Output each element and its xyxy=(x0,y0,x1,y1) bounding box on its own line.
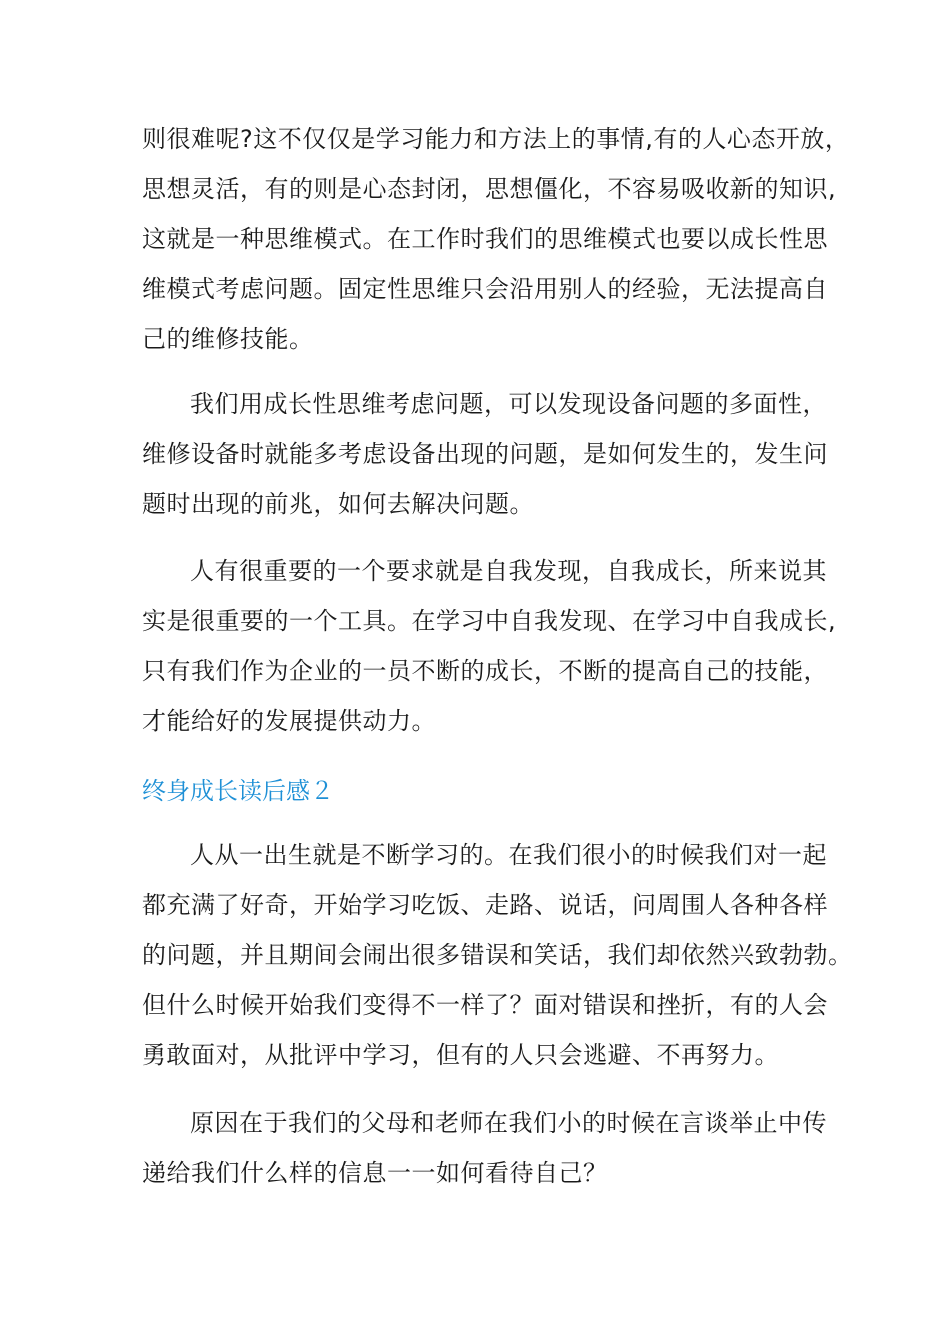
paragraph-line: 只有我们作为企业的一员不断的成长，不断的提高自己的技能， xyxy=(142,657,828,685)
paragraph-line: 维修设备时就能多考虑设备出现的问题，是如何发生的，发生问 xyxy=(142,440,828,468)
paragraph-line: 勇敢面对，从批评中学习，但有的人只会逃避、不再努力。 xyxy=(142,1041,779,1069)
paragraph-line: 递给我们什么样的信息一一如何看待自己？ xyxy=(142,1159,608,1187)
paragraph-5 xyxy=(142,1098,827,1198)
paragraph-line: 实是很重要的一个工具。在学习中自我发现、在学习中自我成长, xyxy=(142,607,837,635)
paragraph-line: 这就是一种思维模式。在工作时我们的思维模式也要以成长性思 xyxy=(142,225,828,253)
paragraph-4 xyxy=(142,830,853,1080)
paragraph-2 xyxy=(142,379,828,529)
paragraph-3 xyxy=(142,546,837,746)
paragraph-line: 人有很重要的一个要求就是自我发现，自我成长，所来说其 xyxy=(190,557,827,585)
paragraph-line: 原因在于我们的父母和老师在我们小的时候在言谈举止中传 xyxy=(190,1109,827,1137)
paragraph-line: 我们用成长性思维考虑问题，可以发现设备问题的多面性， xyxy=(190,390,827,418)
section-heading: 终身成长读后感２ xyxy=(142,778,334,805)
paragraph-line: 己的维修技能。 xyxy=(142,325,314,353)
paragraph-1 xyxy=(142,114,850,364)
paragraph-line: 人从一出生就是不断学习的。在我们很小的时候我们对一起 xyxy=(190,841,827,869)
paragraph-line: 都充满了好奇，开始学习吃饭、走路、说话，问周围人各种各样 xyxy=(142,891,828,919)
paragraph-line: 的问题，并且期间会闹出很多错误和笑话，我们却依然兴致勃勃。 xyxy=(142,941,853,969)
paragraph-line: 才能给好的发展提供动力。 xyxy=(142,707,436,735)
paragraph-line: 但什么时候开始我们变得不一样了？面对错误和挫折，有的人会 xyxy=(142,991,828,1019)
paragraph-line: 维模式考虑问题。固定性思维只会沿用别人的经验，无法提高自 xyxy=(142,275,828,303)
paragraph-line: 则很难呢?这不仅仅是学习能力和方法上的事情,有的人心态开放， xyxy=(142,125,850,153)
paragraph-line: 思想灵活，有的则是心态封闭，思想僵化，不容易吸收新的知识, xyxy=(142,175,837,203)
paragraph-line: 题时出现的前兆，如何去解决问题。 xyxy=(142,490,534,518)
